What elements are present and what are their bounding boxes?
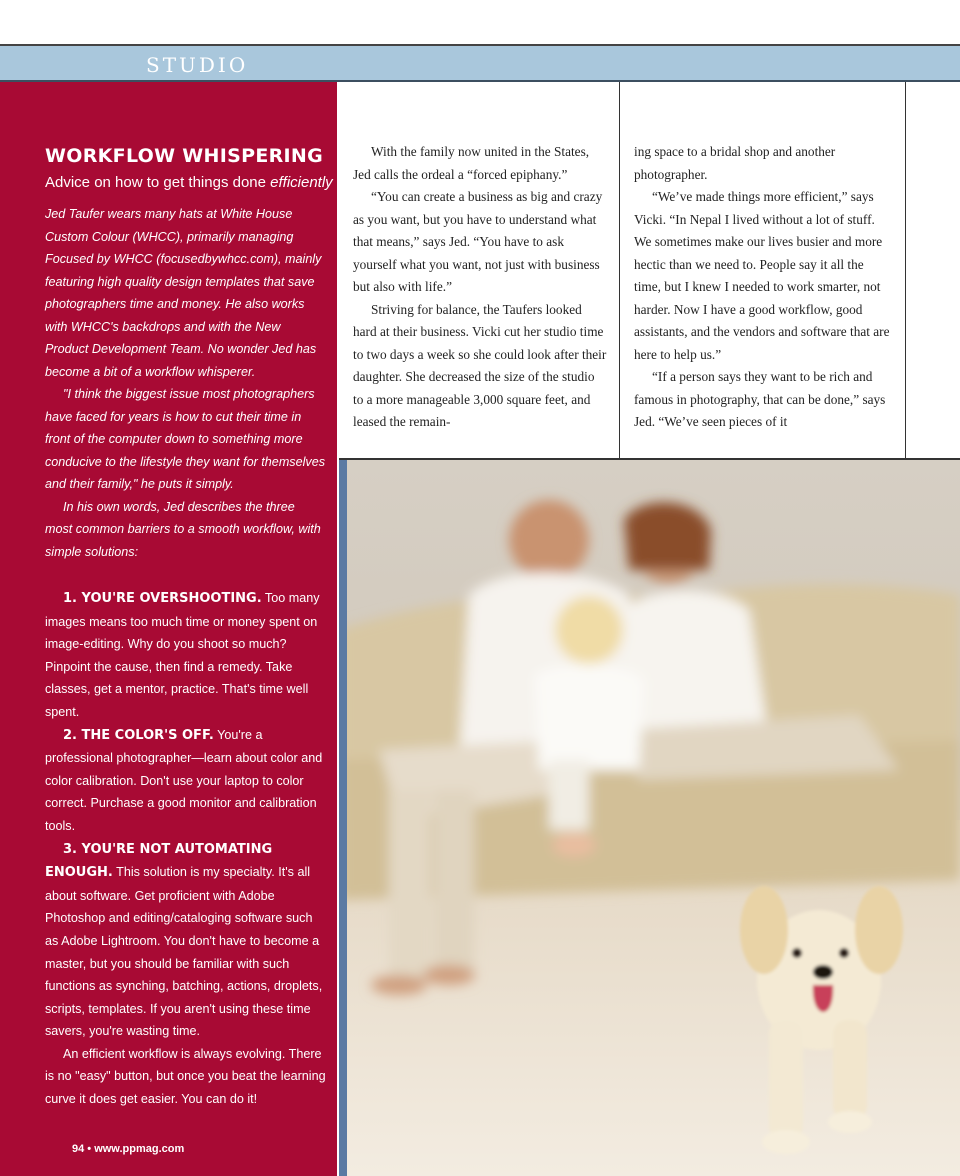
sidebar-subtitle bbox=[45, 174, 333, 191]
article-paragraph: “If a person says they want to be rich and famous in photography, that can be done,” says Jed. “We’ve seen pieces of it bbox=[634, 369, 886, 429]
tip-text: You're a professional photographer—learn about color and color calibration. Don't use your laptop to color correct. Purchase a good monitor and calibration tools. bbox=[45, 727, 323, 833]
column-divider bbox=[905, 82, 906, 458]
intro-paragraph: In his own words, Jed describes the three most common barriers to a smooth workflow, with simple solutions: bbox=[45, 499, 321, 559]
tip-text: Too many images means too much time or money spent on image-editing. Why do you shoot so much? Pinpoint the cause, then find a remedy. Take classes, get a mentor, practice. That's time well spent. bbox=[45, 591, 320, 719]
article-column-1 bbox=[353, 141, 607, 434]
tip-heading: 2. THE COLOR'S OFF. bbox=[63, 727, 214, 743]
sidebar-panel bbox=[0, 82, 337, 1176]
tip-text: This solution is my specialty. It's all about software. Get proficient with Adobe Photoshop and editing/cataloging software such as Adobe Lightroom. You don't have to become a master, but you should be familiar with such functions as synching, batching, actions, droplets, scripts, templates. If you aren't using these time savers, you're wasting time. bbox=[45, 865, 323, 1039]
article-paragraph: ing space to a bridal shop and another photographer. bbox=[634, 144, 836, 182]
intro-paragraph: "I think the biggest issue most photographers have faced for years is how to cut their time in front of the computer down to something more conducive to the lifestyle they want for themselves and their family," he puts it simply. bbox=[45, 387, 326, 491]
sidebar-tips bbox=[45, 587, 327, 1111]
article-paragraph: Striving for balance, the Taufers looked hard at their business. Vicki cut her studio time to two days a week so she could look after their daughter. She decreased the size of the studio to a more manageable 3,000 square feet, and leased the remain- bbox=[353, 301, 607, 429]
page-footer: 94 • www.ppmag.com bbox=[72, 1143, 185, 1155]
subtitle-emphasis: efficiently bbox=[270, 174, 333, 191]
section-header-bar bbox=[0, 46, 960, 82]
subtitle-text: Advice on how to get things done bbox=[45, 174, 271, 191]
tip-item bbox=[45, 587, 327, 724]
section-label: STUDIO bbox=[146, 53, 249, 77]
article-paragraph: “You can create a business as big and crazy as you want, but you have to understand what that means,” says Jed. “You have to ask yourself what you want, not just with business but also with life.” bbox=[353, 189, 603, 294]
closing-paragraph: An efficient workflow is always evolving. There is no "easy" button, but once you beat the learning curve it does get easier. You can do it! bbox=[45, 1046, 326, 1107]
article-paragraph: “We’ve made things more efficient,” says Vicki. “In Nepal I lived without a lot of stuff. We sometimes make our lives busier and more hectic than we need to. People say it all the time, but I knew I needed to work smarter, not harder. Now I have a good workflow, good assistants, and the vendors and software that are here to help us.” bbox=[634, 189, 890, 362]
sidebar-title: WORKFLOW WHISPERING bbox=[45, 145, 324, 167]
article-paragraph: With the family now united in the States, Jed calls the ordeal a “forced epiphany.” bbox=[353, 144, 590, 182]
intro-paragraph: Jed Taufer wears many hats at White House Custom Colour (WHCC), primarily managing Focused by WHCC (focusedbywhcc.com), mainly featuring high quality design templates that save photographers time and money. He also works with WHCC's backdrops and with the New Product Development Team. No wonder Jed has become a bit of a workflow whisperer. bbox=[45, 207, 322, 379]
tip-heading: 3. YOU'RE NOT AUTOMATING ENOUGH. bbox=[45, 841, 273, 881]
tip-heading: 1. YOU'RE OVERSHOOTING. bbox=[63, 591, 262, 606]
column-divider bbox=[619, 82, 620, 458]
sidebar-intro bbox=[45, 203, 325, 563]
tip-item bbox=[45, 838, 327, 1043]
family-photo bbox=[339, 460, 960, 1176]
photo-left-edge bbox=[339, 460, 347, 1176]
article-column-2 bbox=[634, 141, 890, 434]
family-photo-illustration bbox=[339, 460, 960, 1176]
tip-item bbox=[45, 724, 327, 838]
